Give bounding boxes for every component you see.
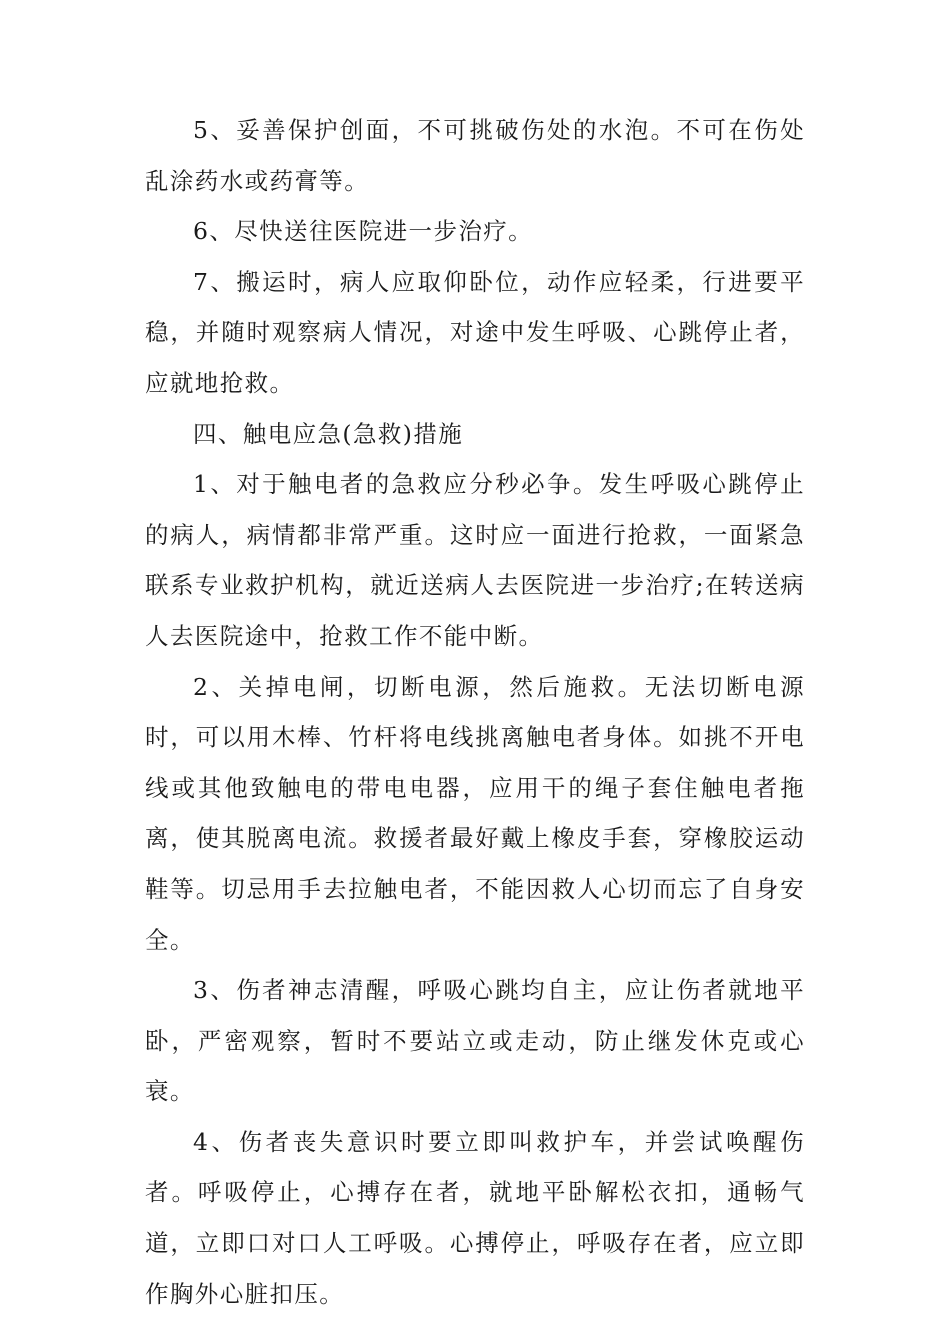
section-heading-electric-shock: 四、触电应急(急救)措施 bbox=[193, 419, 464, 448]
paragraph-shock-step-4: 4、伤者丧失意识时要立即叫救护车，并尝试唤醒伤者。呼吸停止，心搏存在者，就地平卧解松衣扣，通畅气道，立即口对口人工呼吸。心搏停止，呼吸存在者，应立即作胸外心脏扣压。 bbox=[145, 1127, 805, 1308]
paragraph-burn-step-5: 5、妥善保护创面，不可挑破伤处的水泡。不可在伤处乱涂药水或药膏等。 bbox=[145, 116, 805, 195]
paragraph-shock-step-2: 2、关掉电闸，切断电源，然后施救。无法切断电源时，可以用木棒、竹杆将电线挑离触电者身体。如挑不开电线或其他致触电的带电电器，应用干的绳子套住触电者拖离，使其脱离电流。救援者最好戴上橡皮手套，穿橡胶运动鞋等。切忌用手去拉触电者，不能因救人心切而忘了自身安全。 bbox=[145, 672, 805, 954]
paragraph-shock-step-1: 1、对于触电者的急救应分秒必争。发生呼吸心跳停止的病人，病情都非常严重。这时应一面进行抢救，一面紧急联系专业救护机构，就近送病人去医院进一步治疗;在转送病人去医院途中，抢救工作不能中断。 bbox=[145, 470, 805, 650]
paragraph-burn-step-7: 7、搬运时，病人应取仰卧位，动作应轻柔，行进要平稳，并随时观察病人情况，对途中发生呼吸、心跳停止者，应就地抢救。 bbox=[145, 267, 805, 397]
paragraph-shock-step-3: 3、伤者神志清醒，呼吸心跳均自主，应让伤者就地平卧，严密观察，暂时不要站立或走动，防止继发休克或心衰。 bbox=[145, 976, 805, 1106]
document-body bbox=[145, 105, 805, 1319]
paragraph-burn-step-6: 6、尽快送往医院进一步治疗。 bbox=[193, 217, 534, 246]
